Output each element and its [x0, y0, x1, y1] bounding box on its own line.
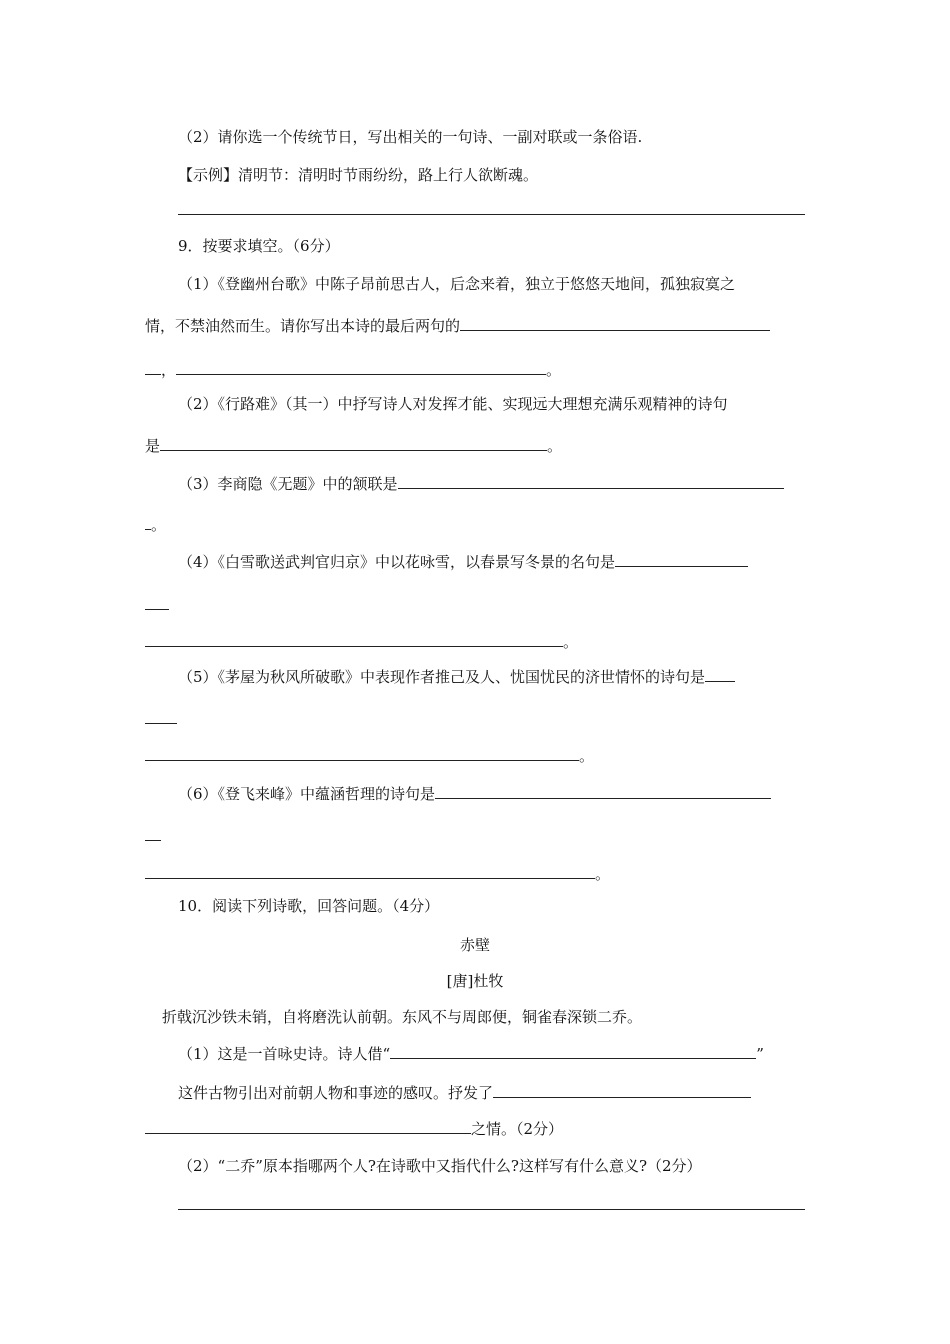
q9-p1-line1: （1）《登幽州台歌》中陈子昂前思古人，后念来着，独立于悠悠天地间，孤独寂寞之 [178, 275, 736, 293]
q8-example: 【示例】清明节：清明时节雨纷纷，路上行人欲断魂。 [178, 166, 539, 184]
period: 。 [579, 747, 595, 765]
q9-p1-line2: 情，不禁油然而生。请你写出本诗的最后两句的 [145, 317, 461, 335]
q10-sub2-prompt: （2）“二乔”原本指哪两个人?在诗歌中又指代什么?这样写有什么意义?（2分） [178, 1157, 702, 1175]
q9-p4-blank[interactable] [615, 550, 748, 567]
q10-sub1-blank-b[interactable] [493, 1081, 751, 1098]
q9-p1-blank-a-cont[interactable] [145, 358, 161, 375]
q9-p5-blank-2[interactable] [145, 744, 579, 761]
q8-part2-prompt: （2）请你选一个传统节日，写出相关的一句诗、一副对联或一条俗语. [178, 128, 643, 146]
q10-sub1-blank-b-cont[interactable] [145, 1117, 471, 1134]
q9-p5-blank-cont[interactable] [145, 723, 177, 724]
q9-p6-prompt: （6）《登飞来峰》中蕴涵哲理的诗句是 [178, 785, 436, 803]
q10-title: 10．阅读下列诗歌，回答问题。（4分） [178, 897, 440, 915]
q10-sub1-line2: 这件古物引出对前朝人物和事迹的感叹。抒发了 [178, 1084, 494, 1102]
q9-p1-blank-a[interactable] [460, 314, 770, 331]
comma: ， [161, 361, 177, 379]
q10-sub1-prompt: （1）这是一首咏史诗。诗人借“ [178, 1045, 391, 1063]
q9-p6-blank-2[interactable] [145, 862, 595, 879]
q9-p4-prompt: （4）《白雪歌送武判官归京》中以花咏雪，以春景写冬景的名句是 [178, 553, 616, 571]
q9-p2-line2: 是 [145, 437, 161, 455]
period: 。 [546, 361, 562, 379]
period: 。 [151, 516, 167, 534]
q9-p5-blank[interactable] [705, 665, 735, 682]
q9-title: 9．按要求填空。（6分） [178, 237, 340, 255]
poem-author: [唐]杜牧 [446, 972, 504, 990]
q8-answer-line[interactable] [178, 214, 805, 215]
period: 。 [595, 865, 611, 883]
q9-p6-blank-cont[interactable] [145, 840, 161, 841]
q10-sub1-end: 之情。（2分） [471, 1120, 564, 1138]
q9-p2-blank[interactable] [160, 434, 547, 451]
q9-p2-line1: （2）《行路难》（其一）中抒写诗人对发挥才能、实现远大理想充满乐观精神的诗句 [178, 395, 728, 413]
close-quote: ” [756, 1045, 764, 1063]
q9-p6-blank[interactable] [435, 782, 771, 799]
q9-p4-blank-2[interactable] [145, 630, 563, 647]
q9-p5-prompt: （5）《茅屋为秋风所破歌》中表现作者推己及人、忧国忧民的济世情怀的诗句是 [178, 668, 706, 686]
q9-p4-blank-cont[interactable] [145, 609, 169, 610]
poem-title: 赤壁 [459, 936, 490, 954]
poem-text: 折戟沉沙铁未销，自将磨洗认前朝。东风不与周郎便，铜雀春深锁二乔。 [162, 1008, 643, 1026]
q9-p3-blank[interactable] [398, 472, 784, 489]
q9-p3-prompt: （3）李商隐《无题》中的颔联是 [178, 475, 398, 493]
q10-sub2-answer-line[interactable] [178, 1209, 805, 1210]
q10-sub1-blank-a[interactable] [390, 1042, 756, 1059]
period: 。 [547, 437, 563, 455]
q9-p1-blank-b[interactable] [176, 358, 546, 375]
period: 。 [563, 633, 579, 651]
